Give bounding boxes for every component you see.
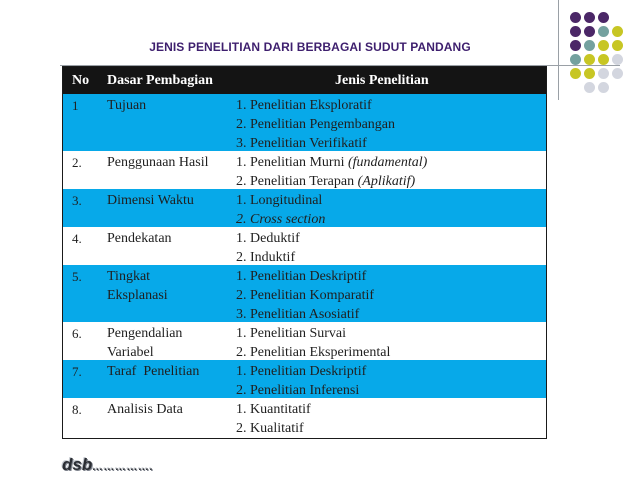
- dot: [570, 54, 581, 65]
- header-types: Jenis Penelitian: [335, 73, 429, 88]
- row-no: 2.: [72, 155, 82, 170]
- decor-vertical-line: [558, 0, 559, 100]
- table-row: [63, 189, 546, 227]
- type-note: (fundamental): [348, 155, 428, 170]
- dsb-dots: …………….: [92, 461, 154, 473]
- dot: [584, 26, 595, 37]
- header-no: No: [72, 73, 90, 88]
- dot: [612, 54, 623, 65]
- table-header: [63, 67, 546, 94]
- dot: [584, 68, 595, 79]
- dot: [612, 40, 623, 51]
- type-item: 2. Cross section: [236, 212, 326, 227]
- type-item: 1. Penelitian Survai: [236, 326, 347, 341]
- header-base: Dasar Pembagian: [107, 73, 213, 88]
- row-types: [236, 191, 325, 229]
- row-types: [236, 400, 311, 438]
- table-row: [63, 398, 546, 436]
- row-no: 3.: [72, 193, 82, 208]
- type-item: 1. Penelitian Eksploratif: [236, 98, 372, 113]
- type-item: 2. Penelitian Komparatif: [236, 288, 375, 303]
- table-row: [63, 227, 546, 265]
- table-row: [63, 94, 546, 151]
- row-base: Dimensi Waktu: [107, 193, 194, 208]
- dot: [570, 40, 581, 51]
- type-item: 2. Induktif: [236, 250, 296, 265]
- row-base: Tujuan: [107, 98, 147, 113]
- row-no: 6.: [72, 326, 82, 341]
- type-text: 2. Penelitian Terapan: [236, 174, 358, 189]
- type-item: 3. Penelitian Verifikatif: [236, 136, 367, 151]
- table-row: [63, 151, 546, 189]
- dot: [598, 12, 609, 23]
- row-types: [236, 267, 374, 324]
- dot: [584, 12, 595, 23]
- type-item: 2. Kualitatif: [236, 421, 304, 436]
- dot: [612, 26, 623, 37]
- table-row: [63, 360, 546, 398]
- row-types: [236, 96, 395, 153]
- row-types: [236, 229, 300, 267]
- type-item: 2. Penelitian Pengembangan: [236, 117, 396, 132]
- type-item: 1. Penelitian Deskriptif: [236, 269, 367, 284]
- dot: [584, 40, 595, 51]
- research-types-table: [62, 66, 547, 439]
- row-no: 4.: [72, 231, 82, 246]
- row-no: 7.: [72, 364, 82, 379]
- type-text: 1. Penelitian Murni: [236, 155, 348, 170]
- dot: [584, 54, 595, 65]
- type-item: 1. Longitudinal: [236, 193, 323, 208]
- dot: [570, 26, 581, 37]
- type-item: 1. Kuantitatif: [236, 402, 311, 417]
- row-base: Tingkat Eksplanasi: [107, 269, 168, 303]
- dsb-text: dsb: [62, 455, 93, 474]
- row-no: 1: [72, 98, 79, 113]
- dsb-footer: [62, 455, 153, 475]
- dot: [598, 54, 609, 65]
- type-item: [236, 153, 427, 172]
- dot: [570, 12, 581, 23]
- decor-dot-grid: [568, 10, 636, 106]
- row-types: [236, 324, 390, 362]
- row-base: Pengendalian Variabel: [107, 326, 183, 360]
- type-item: 1. Deduktif: [236, 231, 300, 246]
- dot: [598, 40, 609, 51]
- type-item: 1. Penelitian Deskriptif: [236, 364, 367, 379]
- table-row: [63, 322, 546, 360]
- row-base: Analisis Data: [107, 402, 183, 417]
- dot: [598, 26, 609, 37]
- row-types: [236, 362, 366, 400]
- dot: [584, 82, 595, 93]
- table-row: [63, 265, 546, 322]
- dot: [612, 68, 623, 79]
- dot: [570, 68, 581, 79]
- type-item: 3. Penelitian Asosiatif: [236, 307, 360, 322]
- type-item: 2. Penelitian Eksperimental: [236, 345, 391, 360]
- row-no: 5.: [72, 269, 82, 284]
- row-base: Penggunaan Hasil: [107, 155, 209, 170]
- row-no: 8.: [72, 402, 82, 417]
- row-base: Pendekatan: [107, 231, 172, 246]
- type-item: 2. Penelitian Inferensi: [236, 383, 360, 398]
- row-base: Taraf Penelitian: [107, 364, 200, 379]
- row-types: [236, 153, 427, 191]
- dot: [598, 68, 609, 79]
- page-title: JENIS PENELITIAN DARI BERBAGAI SUDUT PANDANG: [149, 40, 471, 54]
- type-note: (Aplikatif): [357, 174, 416, 189]
- dot: [598, 82, 609, 93]
